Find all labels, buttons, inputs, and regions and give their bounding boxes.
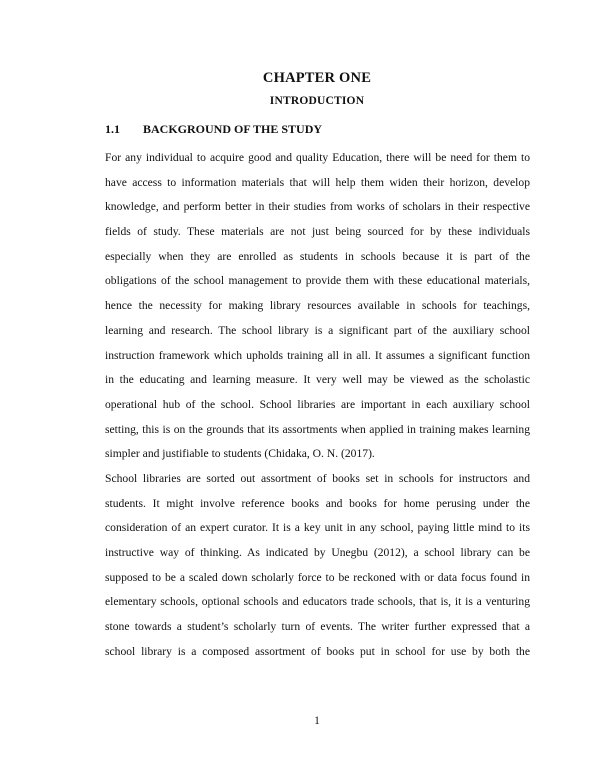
text-line: supposed to be a scaled down scholarly force to be reckoned with or data focus found in xyxy=(105,570,530,584)
text-line: fields of study. These materials are not just being sourced for by these individuals xyxy=(105,225,530,239)
text-line: setting, this is on the grounds that its assortments when applied in training makes learning xyxy=(105,422,530,436)
text-line: instruction framework which upholds training all in all. It assumes a significant function xyxy=(105,348,530,362)
body-text xyxy=(105,146,530,664)
text-line: have access to information materials that will help them widen their horizon, develop xyxy=(105,175,530,189)
text-line: instructive way of thinking. As indicated by Unegbu (2012), a school library can be xyxy=(105,546,530,559)
text-line: in the educating and learning measure. It very well may be viewed as the scholastic xyxy=(105,373,530,387)
chapter-subtitle: INTRODUCTION xyxy=(269,95,365,107)
paragraph xyxy=(105,146,530,467)
text-line: school library is a composed assortment of books put in school for use by both the xyxy=(105,644,530,658)
text-line: For any individual to acquire good and quality Education, there will be need for them to xyxy=(105,151,530,164)
text-line: operational hub of the school. School libraries are important in each auxiliary school xyxy=(105,397,530,411)
text-line: learning and research. The school library is a significant part of the auxiliary school xyxy=(105,323,530,337)
text-line: especially when they are enrolled as students in schools because it is part of the xyxy=(105,249,530,263)
text-line: consideration of an expert curator. It is a key unit in any school, paying little mind to its xyxy=(105,521,530,535)
paragraph xyxy=(105,467,530,665)
text-line: School libraries are sorted out assortment of books set in schools for instructors and xyxy=(105,471,530,485)
text-line: simpler and justifiable to students (Chidaka, O. N. (2017). xyxy=(105,447,375,461)
page-number: 1 xyxy=(314,715,320,727)
text-line: students. It might involve reference books and books for home perusing under the xyxy=(105,496,530,510)
text-line: obligations of the school management to provide them with these educational materials, xyxy=(105,274,530,288)
section-number: 1.1 xyxy=(105,122,120,136)
text-line: elementary schools, optional schools and educators trade schools, that is, it is a venturing xyxy=(105,595,530,609)
section-title: BACKGROUND OF THE STUDY xyxy=(143,122,323,136)
text-line: hence the necessity for making library resources available in schools for teachings, xyxy=(105,299,530,313)
text-line: knowledge, and perform better in their studies from works of scholars in their respective xyxy=(105,200,530,214)
chapter-title: CHAPTER ONE xyxy=(262,70,372,86)
text-line: stone towards a student’s scholarly turn of events. The writer further expressed that a xyxy=(105,620,530,634)
section-heading xyxy=(105,122,322,137)
